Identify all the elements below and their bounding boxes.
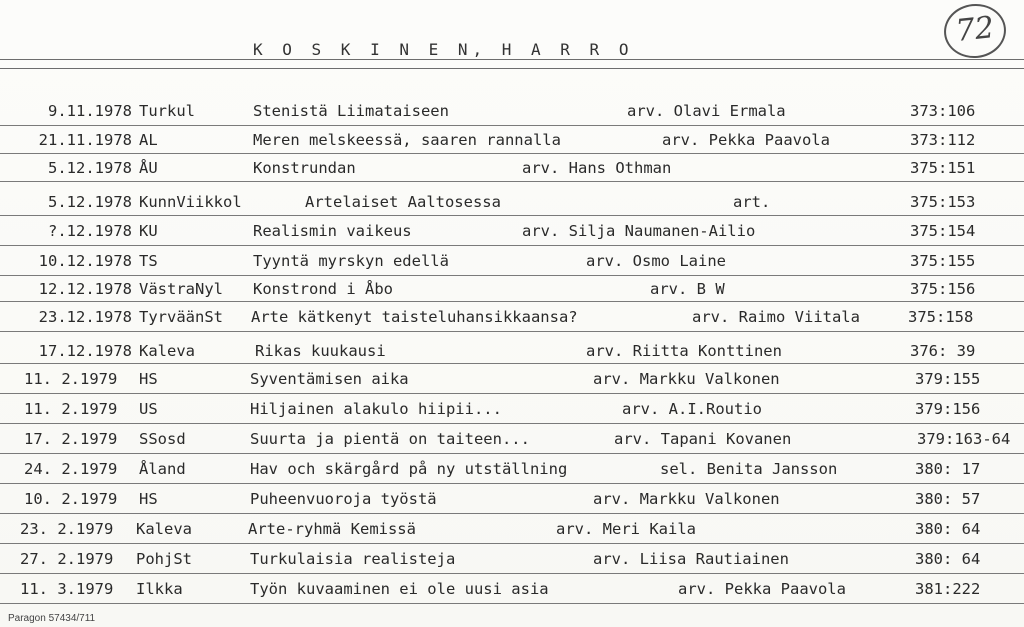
entry-reference: 375:151 — [910, 159, 976, 177]
entry-date: 12.12.1978 — [38, 280, 132, 298]
card-footer-printmark: Paragon 57434/711 — [8, 613, 96, 624]
entry-author: arv. Tapani Kovanen — [614, 430, 792, 448]
list-item — [0, 96, 1024, 126]
entry-source: Åland — [139, 460, 186, 478]
entry-author: arv. Silja Naumanen-Ailio — [522, 222, 756, 240]
list-item — [0, 302, 1024, 332]
entry-reference: 375:158 — [908, 308, 974, 326]
entry-title: Stenistä Liimataiseen — [253, 102, 449, 120]
list-item — [0, 276, 1024, 302]
entry-source: ÅU — [139, 159, 158, 177]
entry-date: 21.11.1978 — [38, 131, 132, 149]
entry-date: 5.12.1978 — [48, 159, 132, 177]
card-number-stamp: 72 — [941, 1, 1008, 61]
entry-author: arv. Meri Kaila — [556, 520, 696, 538]
entry-author: arv. Riitta Konttinen — [586, 342, 782, 360]
entry-date: 17.12.1978 — [38, 342, 132, 360]
entry-source: VästraNyl — [139, 280, 223, 298]
list-item — [0, 126, 1024, 154]
list-item — [0, 216, 1024, 246]
header-rule-lower — [0, 68, 1024, 69]
entry-source: Kaleva — [136, 520, 192, 538]
entry-date: 17. 2.1979 — [24, 430, 118, 448]
entry-author: arv. Markku Valkonen — [593, 370, 780, 388]
entry-author: arv. Raimo Viitala — [692, 308, 860, 326]
entry-date: 23.12.1978 — [38, 308, 132, 326]
entry-title: Arte-ryhmä Kemissä — [248, 520, 416, 538]
list-item — [0, 154, 1024, 182]
entry-date: 11. 3.1979 — [20, 580, 114, 598]
entry-reference: 380: 17 — [915, 460, 981, 478]
entry-source: Turkul — [139, 102, 195, 120]
entry-reference: 375:156 — [910, 280, 976, 298]
entry-source: Ilkka — [136, 580, 183, 598]
entry-source: KU — [139, 222, 158, 240]
entry-source: PohjSt — [136, 550, 192, 568]
entry-source: TyrväänSt — [139, 308, 223, 326]
list-item — [0, 574, 1024, 604]
entry-author: arv. Osmo Laine — [586, 252, 726, 270]
entry-title: Meren melskeessä, saaren rannalla — [253, 131, 561, 149]
entry-source: US — [139, 400, 158, 418]
entry-author: arv. Hans Othman — [522, 159, 672, 177]
entry-title: Tyyntä myrskyn edellä — [253, 252, 449, 270]
entry-reference: 375:154 — [910, 222, 976, 240]
entry-reference: 381:222 — [915, 580, 981, 598]
entry-date: 10. 2.1979 — [24, 490, 118, 508]
entry-reference: 375:153 — [910, 193, 976, 211]
entry-date: 11. 2.1979 — [24, 370, 118, 388]
list-item — [0, 454, 1024, 484]
entry-reference: 376: 39 — [910, 342, 976, 360]
entry-reference: 379:163-64 — [917, 430, 1011, 448]
card-heading: K O S K I N E N, H A R R O — [253, 40, 634, 59]
entry-date: 10.12.1978 — [38, 252, 132, 270]
entry-author: arv. Liisa Rautiainen — [593, 550, 789, 568]
entry-source: Kaleva — [139, 342, 195, 360]
entry-title: Suurta ja pientä on taiteen... — [250, 430, 530, 448]
entry-source: HS — [139, 490, 158, 508]
entry-author: arv. Markku Valkonen — [593, 490, 780, 508]
entry-reference: 373:106 — [910, 102, 976, 120]
entry-reference: 375:155 — [910, 252, 976, 270]
entry-source: KunnViikkol — [139, 193, 242, 211]
entry-author: arv. Pekka Paavola — [678, 580, 846, 598]
entry-date: 23. 2.1979 — [20, 520, 114, 538]
header-rule — [0, 59, 1024, 60]
entry-author: sel. Benita Jansson — [660, 460, 838, 478]
entry-title: Arte kätkenyt taisteluhansikkaansa? — [251, 308, 578, 326]
entry-date: 9.11.1978 — [48, 102, 132, 120]
entry-reference: 380: 57 — [915, 490, 981, 508]
entry-date: 11. 2.1979 — [24, 400, 118, 418]
list-item — [0, 332, 1024, 364]
entry-source: SSosd — [139, 430, 186, 448]
entry-reference: 380: 64 — [915, 520, 981, 538]
entry-author: arv. Olavi Ermala — [627, 102, 786, 120]
entry-title: Artelaiset Aaltosessa — [305, 193, 501, 211]
entries-list — [0, 96, 1024, 604]
entry-reference: 373:112 — [910, 131, 976, 149]
entry-title: Hiljainen alakulo hiipii... — [250, 400, 502, 418]
list-item — [0, 394, 1024, 424]
entry-title: Puheenvuoroja työstä — [250, 490, 437, 508]
entry-source: HS — [139, 370, 158, 388]
entry-source: AL — [139, 131, 158, 149]
entry-date: 5.12.1978 — [48, 193, 132, 211]
entry-title: Turkulaisia realisteja — [250, 550, 456, 568]
entry-author: arv. Pekka Paavola — [662, 131, 830, 149]
list-item — [0, 514, 1024, 544]
entry-reference: 380: 64 — [915, 550, 981, 568]
entry-author: arv. A.I.Routio — [622, 400, 762, 418]
entry-reference: 379:156 — [915, 400, 981, 418]
entry-author: art. — [733, 193, 771, 211]
list-item — [0, 364, 1024, 394]
list-item — [0, 424, 1024, 454]
entry-title: Syventämisen aika — [250, 370, 409, 388]
entry-date: ?.12.1978 — [48, 222, 132, 240]
list-item — [0, 544, 1024, 574]
entry-title: Hav och skärgård på ny utställning — [250, 460, 568, 478]
entry-source: TS — [139, 252, 158, 270]
entry-title: Realismin vaikeus — [253, 222, 412, 240]
entry-title: Työn kuvaaminen ei ole uusi asia — [250, 580, 549, 598]
entry-date: 27. 2.1979 — [20, 550, 114, 568]
entry-date: 24. 2.1979 — [24, 460, 118, 478]
list-item — [0, 484, 1024, 514]
list-item — [0, 182, 1024, 216]
entry-title: Konstrond i Åbo — [253, 280, 393, 298]
entry-author: arv. B W — [650, 280, 725, 298]
entry-title: Rikas kuukausi — [255, 342, 386, 360]
entry-reference: 379:155 — [915, 370, 981, 388]
list-item — [0, 246, 1024, 276]
entry-title: Konstrundan — [253, 159, 356, 177]
